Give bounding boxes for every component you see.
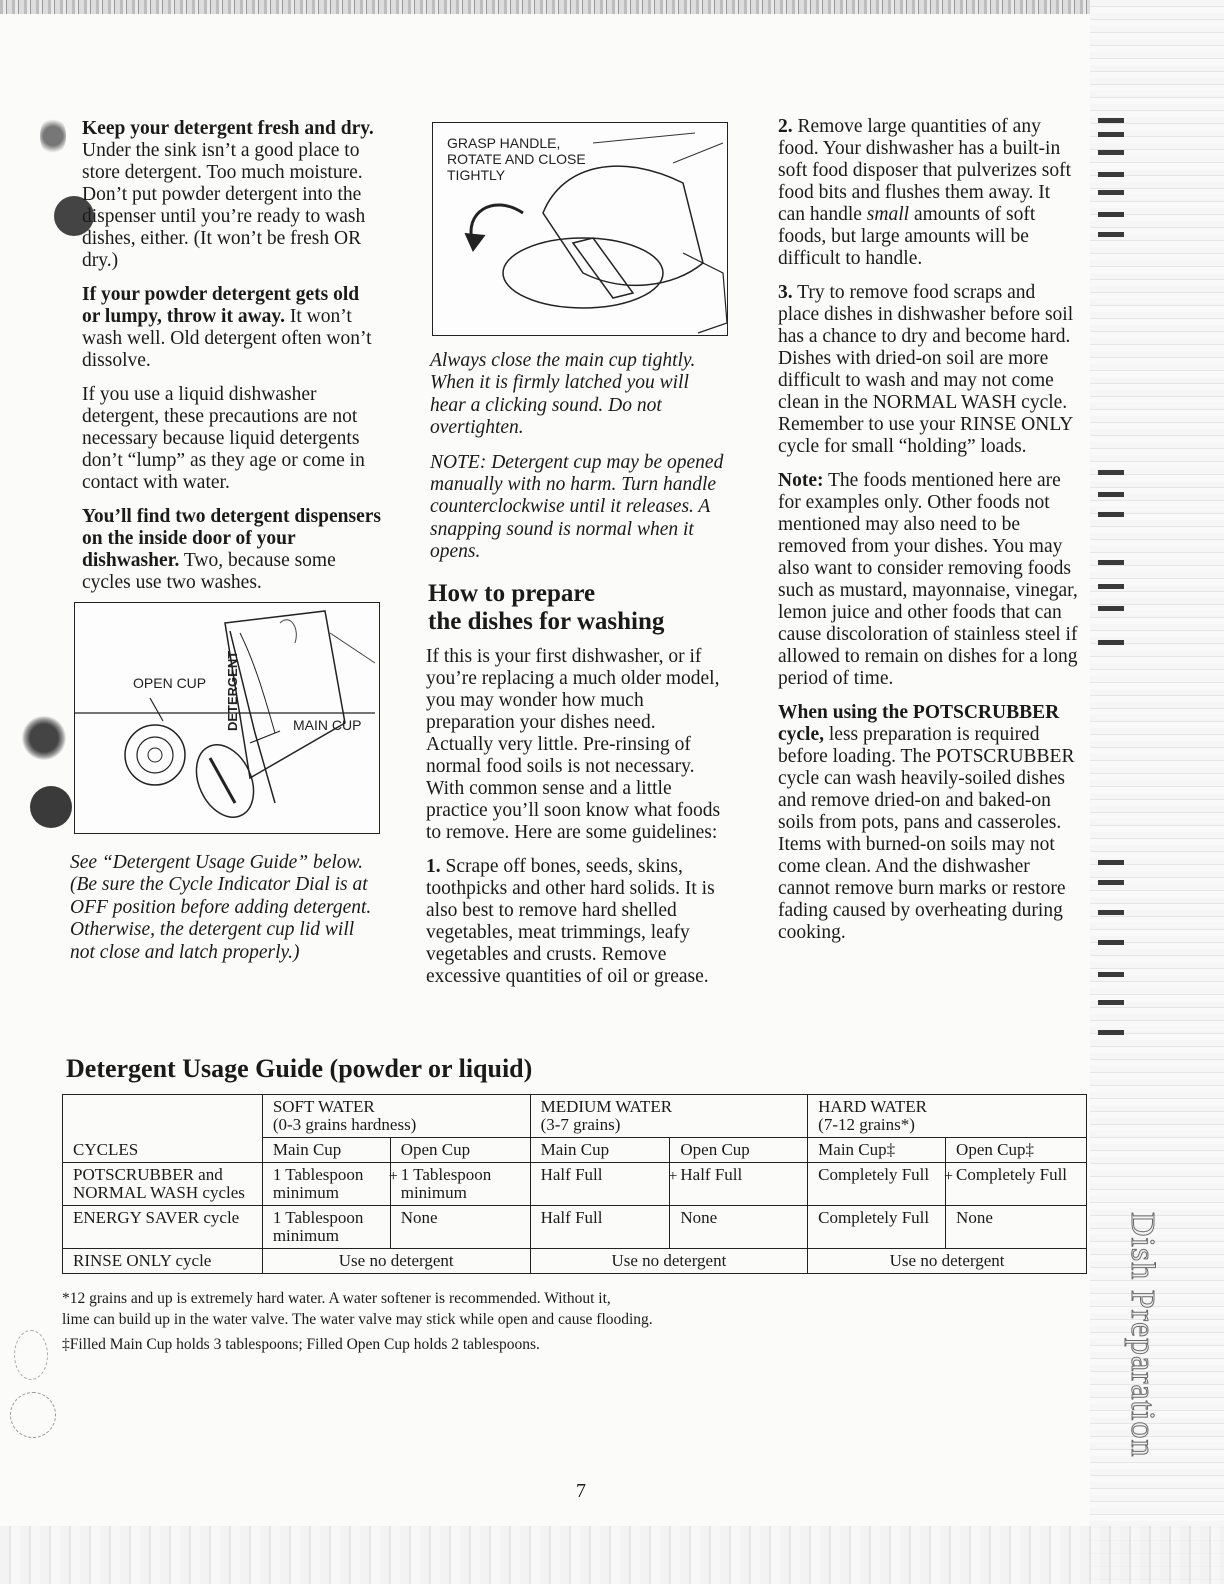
paragraph-old-detergent: If your powder detergent gets old or lumpy, throw it away. It won’t wash well. Old detergent often won’t dissolve.	[82, 284, 372, 371]
table-cell: Half Full	[530, 1206, 670, 1249]
soft-main-cup-header: Main Cup	[262, 1138, 390, 1163]
page-number: 7	[576, 1480, 586, 1502]
footnote-hard-water: *12 grains and up is extremely hard water. A water softener is recommended. Without it, lime can build up in the water valve. The water valve may stick while open and cause flooding.	[62, 1290, 653, 1328]
table-row	[63, 1206, 1087, 1249]
scan-top-edge	[0, 0, 1224, 14]
binder-hole	[10, 1392, 56, 1438]
detergent-usage-table	[62, 1094, 1087, 1274]
table-cell: Completely Full	[808, 1206, 946, 1249]
step-1: 1. Scrape off bones, seeds, skins, toothpicks and other hard solids. It is also best to remove hard shelled vegetables, meat trimmings, leafy vegetables and crusts. Remove excessive quantities of oil or grease.	[426, 856, 715, 987]
medium-main-cup-header: Main Cup	[530, 1138, 670, 1163]
binder-hole	[22, 716, 66, 760]
cycles-header: CYCLES	[63, 1095, 263, 1163]
open-cup-label: OPEN CUP	[133, 675, 207, 691]
table-cell: 1 Tablespoon minimum	[262, 1206, 390, 1249]
table-cell: Use no detergent	[262, 1249, 530, 1274]
table-cell: Use no detergent	[808, 1249, 1087, 1274]
paragraph-fresh-dry: Keep your detergent fresh and dry. Under the sink isn’t a good place to store detergent. Too much moisture. Don’t put powder detergent into the dispenser until you’re ready to wash dishes, either. (It won’t be fresh OR dry.)	[82, 118, 374, 271]
footnote-cup-capacity: ‡Filled Main Cup holds 3 tablespoons; Filled Open Cup holds 2 tablespoons.	[62, 1336, 540, 1353]
figure-close-cup	[432, 122, 728, 336]
step-3: 3. Try to remove food scraps and place dishes in dishwasher before soil has a chance to dry and become hard. Dishes with dried-on soil are more difficult to wash and may not come clean in the NORMAL WASH cycle. Remember to use your RINSE ONLY cycle for small “holding” loads.	[778, 282, 1074, 457]
footnotes	[62, 1288, 653, 1355]
table-row	[63, 1095, 1087, 1138]
step-2: 2. Remove large quantities of any food. Your dishwasher has a built-in soft food disposer that pulverizes soft food bits and flushes them away. It can handle small amounts of soft foods, but large amounts will be difficult to handle.	[778, 116, 1071, 269]
paragraph-note: Note: The foods mentioned here are for examples only. Other foods not mentioned may also need to be removed from your dishes. You may also want to consider removing foods such as mustard, mayonnaise, vinegar, lemon juice and other foods that can cause discoloration of stainless steel if allowed to remain on dishes for a long period of time.	[778, 470, 1078, 689]
column-left	[82, 118, 382, 606]
cycle-cell: ENERGY SAVER cycle	[63, 1206, 263, 1249]
table-cell: None	[946, 1206, 1087, 1249]
main-cup-label: MAIN CUP	[293, 717, 362, 733]
cycle-cell: POTSCRUBBER and NORMAL WASH cycles	[63, 1163, 263, 1206]
hard-water-header: HARD WATER (7-12 grains*)	[808, 1095, 1087, 1138]
medium-open-cup-header: Open Cup	[670, 1138, 808, 1163]
cycle-cell: RINSE ONLY cycle	[63, 1249, 263, 1274]
caption-dispensers: See “Detergent Usage Guide” below. (Be sure the Cycle Indicator Dial is at OFF position before adding detergent. Otherwise, the detergent cup lid will not close and latch properly.)	[70, 852, 372, 963]
caption-close-cup: Always close the main cup tightly. When it is firmly latched you will hear a clicking sound. Do not overtighten. NOTE: Detergent cup may be opened manually with no harm. Turn handle counterclockwise until it releases. A snapping sound is normal when it opens.	[430, 350, 724, 563]
hard-open-cup-header: Open Cup‡	[946, 1138, 1087, 1163]
scan-bottom-edge	[0, 1526, 1224, 1584]
column-right	[778, 116, 1078, 956]
column-middle	[426, 646, 726, 1000]
table-cell: Use no detergent	[530, 1249, 808, 1274]
detergent-door-label: DETERGENT	[225, 650, 240, 731]
table-cell: + Half Full	[530, 1163, 670, 1206]
table-cell: + 1 Tablespoon minimum	[262, 1163, 390, 1206]
soft-water-header: SOFT WATER (0-3 grains hardness)	[262, 1095, 530, 1138]
table-cell: 1 Tablespoon minimum	[390, 1163, 530, 1206]
grasp-handle-label: GRASP HANDLE, ROTATE AND CLOSE TIGHTLY	[447, 135, 586, 183]
binder-hole	[14, 1330, 48, 1380]
paragraph-potscrubber: When using the POTSCRUBBER cycle, less preparation is required before loading. The POTSCRUBBER cycle can wash heavily-soiled dishes and remove dried-on and baked-on soils from pots, pans and casseroles. Items with burned-on soils may not come clean. And the dishwasher cannot remove burn marks or restore fading caused by overheating during cooking.	[778, 702, 1075, 943]
side-tab-title: Dish Preparation	[1124, 1212, 1161, 1458]
table-cell: None	[670, 1206, 808, 1249]
paragraph-two-dispensers: You’ll find two detergent dispensers on the inside door of your dishwasher. Two, because some cycles use two washes.	[82, 506, 382, 593]
table-row	[63, 1163, 1087, 1206]
paragraph-first-dishwasher: If this is your first dishwasher, or if you’re replacing a much older model, you may wonder how much preparation your dishes need. Actually very little. Pre-rinsing of normal food soils is not necessary. With common sense and a little practice you’ll soon know what foods to remove. Here are some guidelines:	[426, 646, 721, 843]
hard-main-cup-header: Main Cup‡	[808, 1138, 946, 1163]
heading-prepare-dishes: How to prepare the dishes for washing	[428, 580, 665, 635]
medium-water-header: MEDIUM WATER (3-7 grains)	[530, 1095, 808, 1138]
table-cell: + Completely Full	[808, 1163, 946, 1206]
table-row	[63, 1249, 1087, 1274]
binder-hole	[40, 116, 66, 156]
paragraph-liquid-detergent: If you use a liquid dishwasher detergent, these precautions are not necessary because liquid detergents don’t “lump” as they age or come in contact with water.	[82, 384, 365, 493]
guide-title: Detergent Usage Guide (powder or liquid)	[66, 1054, 533, 1083]
figure-dispensers	[74, 602, 380, 834]
binder-hole	[30, 786, 72, 828]
soft-open-cup-header: Open Cup	[390, 1138, 530, 1163]
table-cell: Half Full	[670, 1163, 808, 1206]
table-cell: Completely Full	[946, 1163, 1087, 1206]
table-cell: None	[390, 1206, 530, 1249]
